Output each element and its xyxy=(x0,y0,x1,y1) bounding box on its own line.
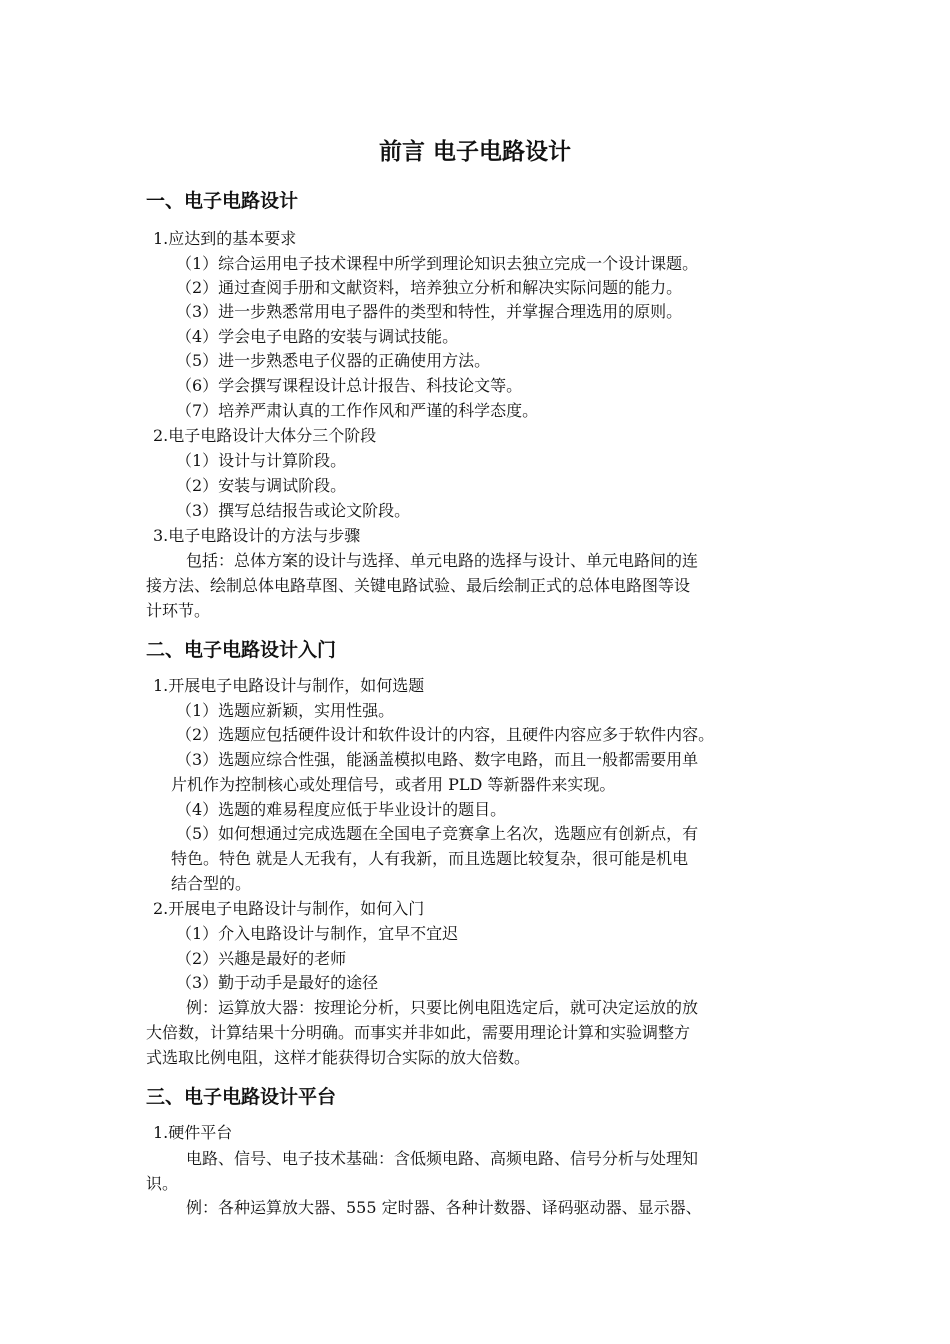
list-item-continued: 片机作为控制核心或处理信号，或者用 PLD 等新器件来实现。 xyxy=(171,775,616,794)
paragraph-line: 例：运算放大器：按理论分析，只要比例电阻选定后，就可决定运放的放 xyxy=(186,998,699,1017)
list-item: （3）进一步熟悉常用电子器件的类型和特性，并掌握合理选用的原则。 xyxy=(176,302,683,321)
page-title: 前言 电子电路设计 xyxy=(378,139,571,165)
subsection-2-2: 2.开展电子电路设计与制作，如何入门 xyxy=(153,899,425,918)
list-item: （1）综合运用电子技术课程中所学到理论知识去独立完成一个设计课题。 xyxy=(176,254,699,273)
paragraph-line: 式选取比例电阻，这样才能获得切合实际的放大倍数。 xyxy=(146,1048,531,1067)
list-item: （1）设计与计算阶段。 xyxy=(176,451,347,470)
list-item: （2）通过查阅手册和文献资料，培养独立分析和解决实际问题的能力。 xyxy=(176,278,683,297)
subsection-3-1: 1.硬件平台 xyxy=(153,1123,233,1142)
list-item: （3）选题应综合性强，能涵盖模拟电路、数字电路，而且一般都需要用单 xyxy=(176,750,699,769)
list-item: （2）兴趣是最好的老师 xyxy=(176,949,347,968)
section-heading-2: 二、电子电路设计入门 xyxy=(146,639,337,661)
list-item: （1）介入电路设计与制作，宜早不宜迟 xyxy=(176,924,459,943)
list-item: （5）进一步熟悉电子仪器的正确使用方法。 xyxy=(176,351,491,370)
paragraph-line: 例：各种运算放大器、555 定时器、各种计数器、译码驱动器、显示器、 xyxy=(186,1198,702,1217)
paragraph-line: 包括：总体方案的设计与选择、单元电路的选择与设计、单元电路间的连 xyxy=(186,551,699,570)
list-item: （6）学会撰写课程设计总计报告、科技论文等。 xyxy=(176,376,523,395)
list-item: （3）撰写总结报告或论文阶段。 xyxy=(176,501,411,520)
list-item: （3）勤于动手是最好的途径 xyxy=(176,973,379,992)
list-item: （5）如何想通过完成选题在全国电子竞赛拿上名次，选题应有创新点，有 xyxy=(176,824,699,843)
list-item: （4）选题的难易程度应低于毕业设计的题目。 xyxy=(176,800,507,819)
section-heading-1: 一、电子电路设计 xyxy=(146,190,299,212)
list-item-continued: 结合型的。 xyxy=(171,874,252,893)
paragraph-line: 识。 xyxy=(146,1174,179,1193)
list-item: （1）选题应新颖，实用性强。 xyxy=(176,701,395,720)
subsection-2-1: 1.开展电子电路设计与制作，如何选题 xyxy=(153,676,425,695)
subsection-1-2: 2.电子电路设计大体分三个阶段 xyxy=(153,426,377,445)
section-heading-3: 三、电子电路设计平台 xyxy=(146,1086,337,1108)
subsection-1-1: 1.应达到的基本要求 xyxy=(153,229,297,248)
list-item: （2）安装与调试阶段。 xyxy=(176,476,347,495)
paragraph-line: 电路、信号、电子技术基础：含低频电路、高频电路、信号分析与处理知 xyxy=(186,1149,699,1168)
list-item: （2）选题应包括硬件设计和软件设计的内容，且硬件内容应多于软件内容。 xyxy=(176,725,715,744)
list-item: （4）学会电子电路的安装与调试技能。 xyxy=(176,327,459,346)
paragraph-line: 计环节。 xyxy=(146,601,211,620)
list-item: （7）培养严肃认真的工作作风和严谨的科学态度。 xyxy=(176,401,539,420)
list-item-continued: 特色。特色 就是人无我有，人有我新，而且选题比较复杂，很可能是机电 xyxy=(171,849,689,868)
subsection-1-3: 3.电子电路设计的方法与步骤 xyxy=(153,526,361,545)
paragraph-line: 大倍数，计算结果十分明确。而事实并非如此，需要用理论计算和实验调整方 xyxy=(146,1023,691,1042)
paragraph-line: 接方法、绘制总体电路草图、关键电路试验、最后绘制正式的总体电路图等设 xyxy=(146,576,691,595)
